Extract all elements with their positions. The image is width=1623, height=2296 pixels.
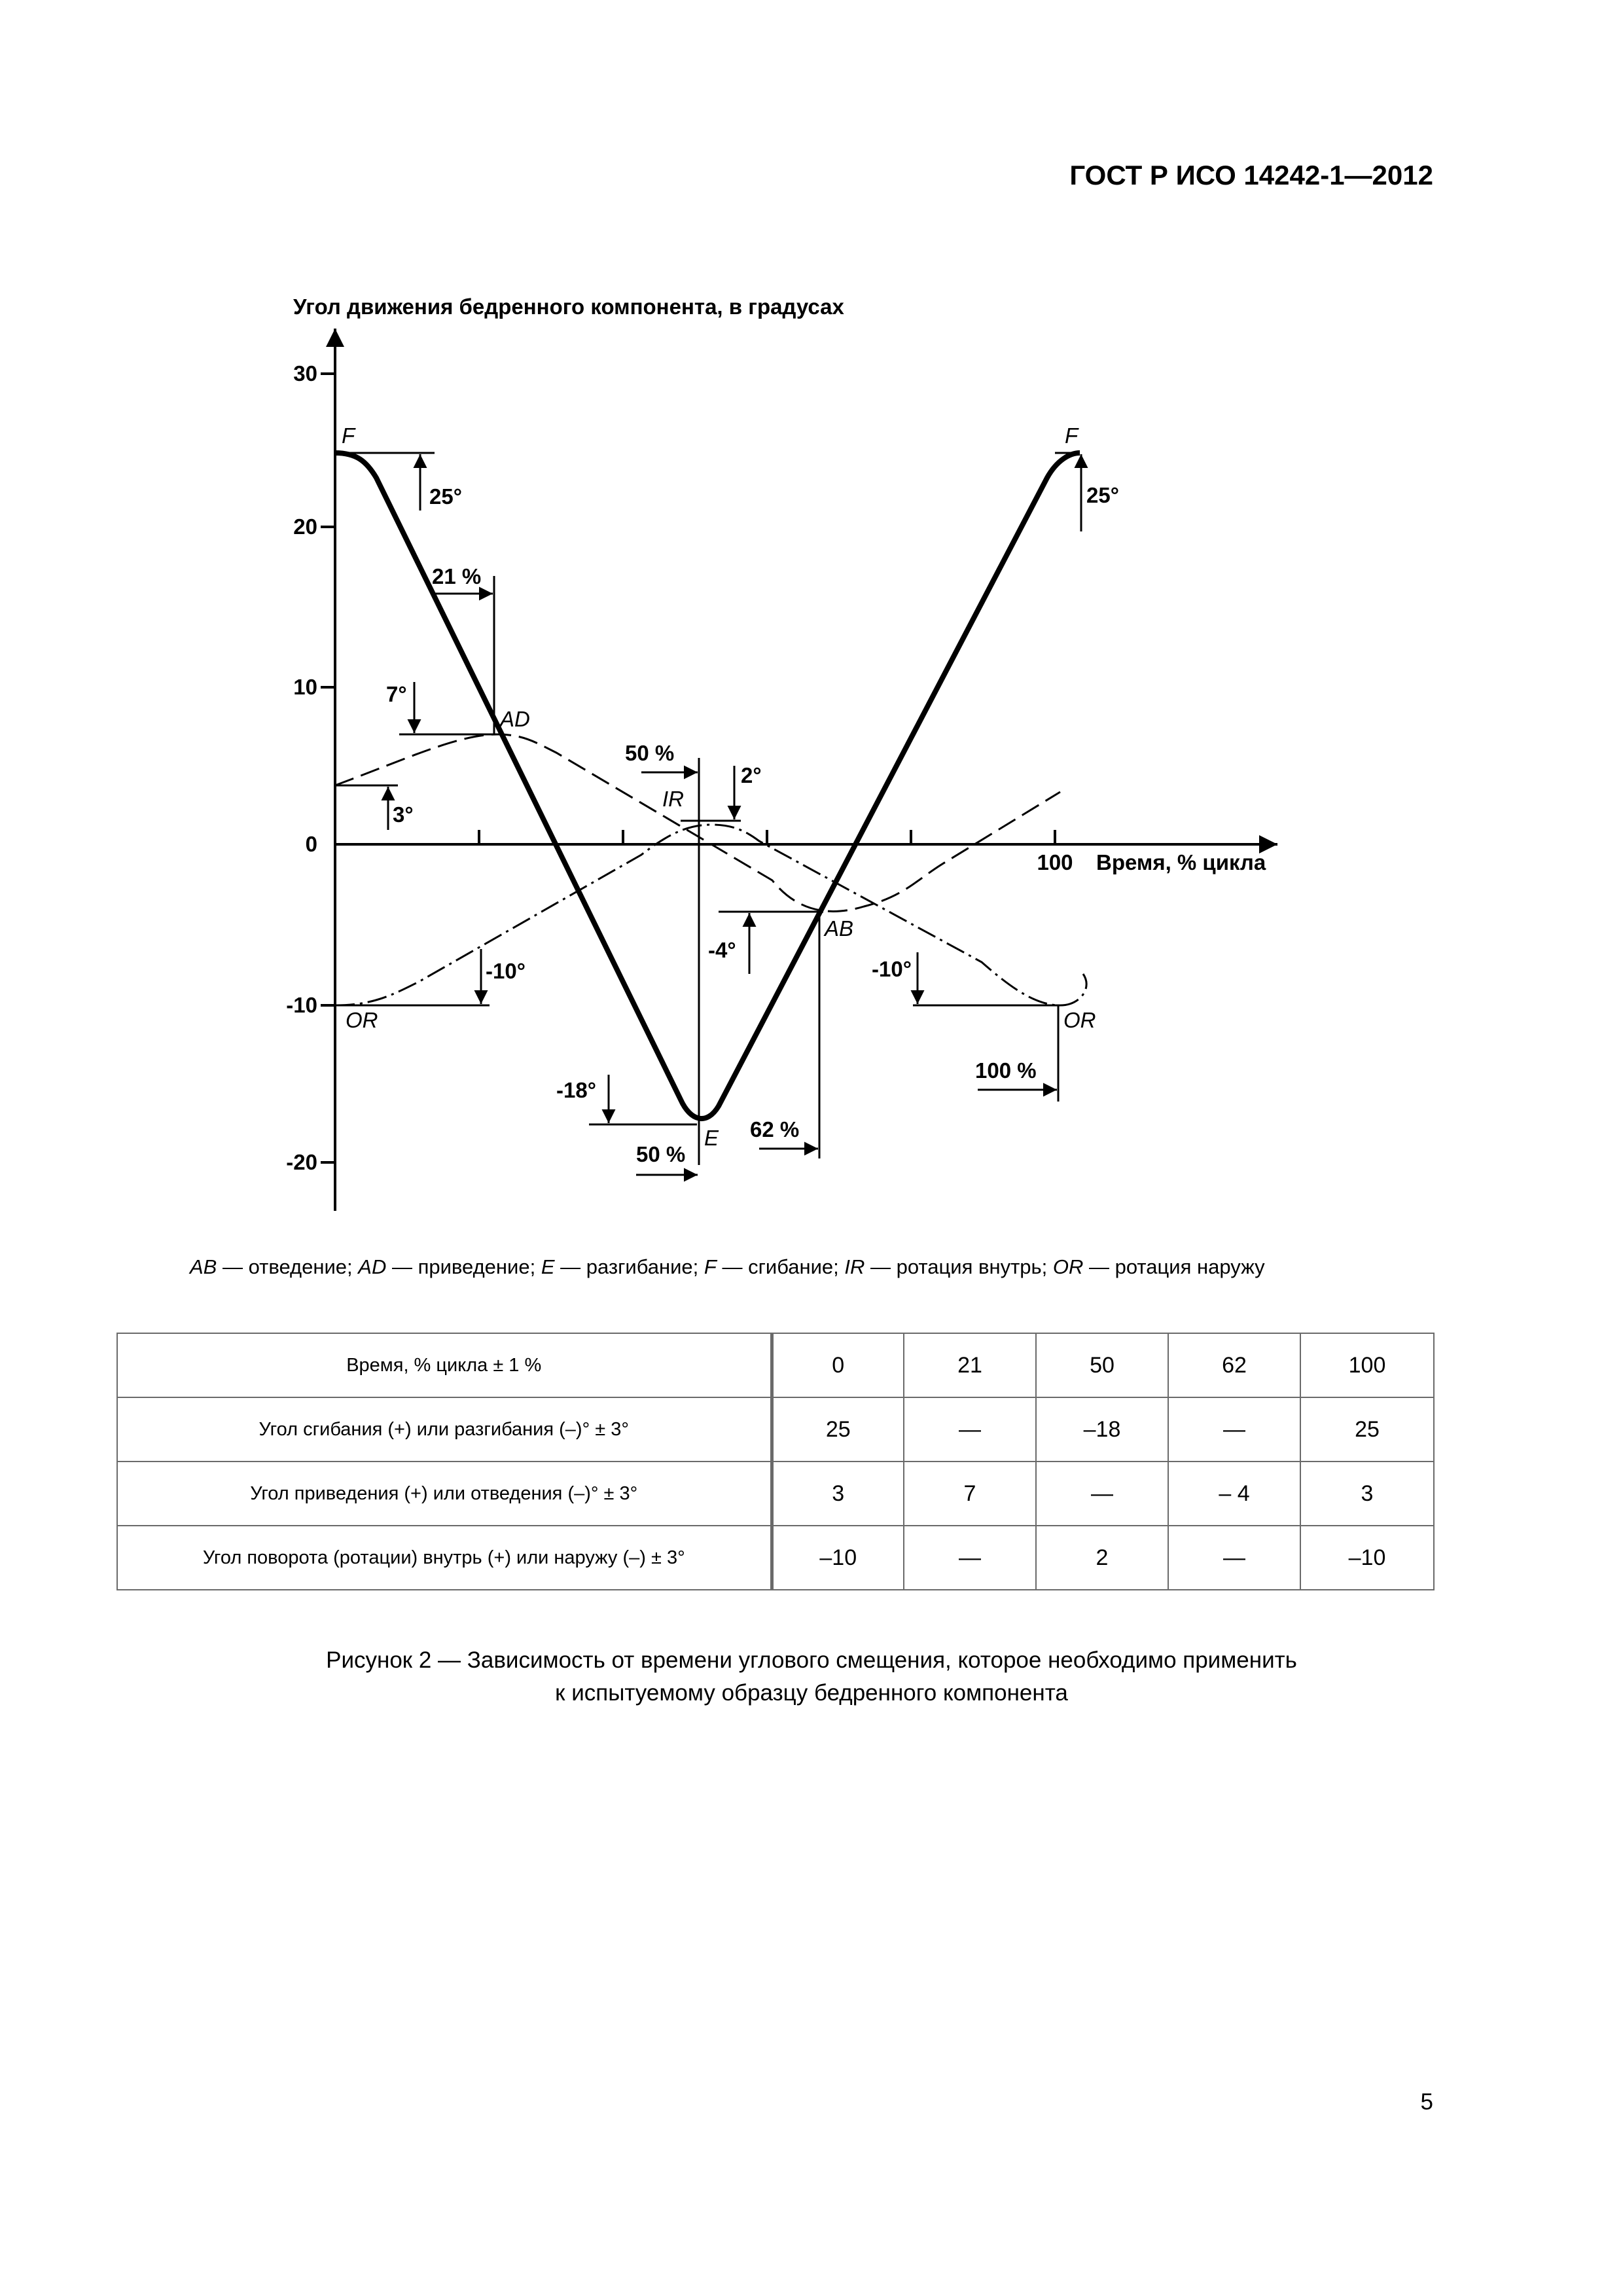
point-label: E	[704, 1126, 719, 1150]
point-label: AB	[825, 916, 854, 941]
table-cell: —	[1168, 1526, 1300, 1590]
annotation-label: 50 %	[625, 741, 675, 765]
table-row	[117, 1462, 1434, 1526]
table-row-header: Время, % цикла ± 1 %	[117, 1333, 772, 1397]
table-cell: —	[904, 1397, 1036, 1462]
point-label: OR	[346, 1008, 378, 1032]
legend-abbr: IR	[844, 1255, 865, 1278]
point-label: F	[1065, 423, 1079, 448]
point-label: IR	[662, 787, 684, 811]
annotation-label: 7°	[386, 682, 407, 706]
y-axis-ticks	[321, 374, 335, 1162]
x-axis-ticks	[479, 830, 1055, 844]
table-cell: – 4	[1168, 1462, 1300, 1526]
table-cell: 25	[1300, 1397, 1434, 1462]
annotation-label: 25°	[429, 484, 462, 509]
table-cell: –10	[772, 1526, 904, 1590]
document-header: ГОСТ Р ИСО 14242-1—2012	[1069, 160, 1433, 190]
table-cell: 21	[904, 1333, 1036, 1397]
legend-abbr: AD	[358, 1255, 387, 1278]
table-cell: 62	[1168, 1333, 1300, 1397]
legend-abbr: AB	[190, 1255, 217, 1278]
legend-text: — ротация наружу	[1083, 1255, 1265, 1278]
table-cell: —	[1168, 1397, 1300, 1462]
legend-text: — приведение;	[386, 1255, 541, 1278]
rotation-curve	[335, 825, 1086, 1005]
table-cell: –10	[1300, 1526, 1434, 1590]
y-tick-label: 0	[305, 832, 317, 856]
x-axis-title: Время, % цикла	[1096, 850, 1266, 874]
figure-caption	[0, 1644, 1623, 1710]
table-cell: 3	[1300, 1462, 1434, 1526]
y-tick-label: -20	[286, 1150, 317, 1174]
table-row	[117, 1526, 1434, 1590]
annotation-lines	[335, 453, 1081, 1175]
point-label: F	[342, 423, 355, 448]
table-cell: 0	[772, 1333, 904, 1397]
table-cell: 2	[1036, 1526, 1168, 1590]
caption-line: к испытуемому образцу бедренного компонента	[555, 1680, 1068, 1706]
table-cell: 100	[1300, 1333, 1434, 1397]
y-axis-title: Угол движения бедренного компонента, в градусах	[293, 295, 844, 319]
table-row	[117, 1397, 1434, 1462]
legend-text: — разгибание;	[554, 1255, 704, 1278]
annotation-label: -18°	[556, 1078, 596, 1102]
y-tick-label: 20	[293, 514, 317, 539]
annotation-label: 50 %	[636, 1142, 686, 1166]
legend-text: — ротация внутрь;	[865, 1255, 1053, 1278]
annotation-label: 100 %	[975, 1058, 1037, 1083]
table-cell: 50	[1036, 1333, 1168, 1397]
table-cell: 3	[772, 1462, 904, 1526]
adduction-abduction-curve	[335, 734, 1060, 911]
annotation-label: 25°	[1086, 483, 1119, 507]
figure-legend	[190, 1255, 1265, 1279]
table-row-header: Угол сгибания (+) или разгибания (–)° ± 3°	[117, 1397, 772, 1462]
table-cell: –18	[1036, 1397, 1168, 1462]
data-table	[116, 1333, 1435, 1590]
table-cell: 25	[772, 1397, 904, 1462]
legend-abbr: E	[541, 1255, 555, 1278]
y-tick-label: 30	[293, 361, 317, 386]
annotation-label: -10°	[486, 959, 526, 983]
page-number: 5	[1420, 2089, 1433, 2115]
table-row-header: Угол поворота (ротации) внутрь (+) или наружу (–) ± 3°	[117, 1526, 772, 1590]
flexion-extension-curve	[335, 453, 1080, 1119]
annotation-label: 2°	[741, 763, 762, 787]
table-cell: —	[904, 1526, 1036, 1590]
legend-text: — отведение;	[217, 1255, 359, 1278]
table-cell: —	[1036, 1462, 1168, 1526]
x-tick-label: 100	[1037, 850, 1073, 874]
legend-abbr: OR	[1052, 1255, 1084, 1278]
caption-line: Рисунок 2 — Зависимость от времени углового смещения, которое необходимо применить	[326, 1647, 1297, 1673]
table-cell: 7	[904, 1462, 1036, 1526]
legend-text: — сгибание;	[716, 1255, 845, 1278]
legend-abbr: F	[704, 1255, 717, 1278]
table-row-header: Угол приведения (+) или отведения (–)° ± 3°	[117, 1462, 772, 1526]
table-row	[117, 1333, 1434, 1397]
y-tick-label: -10	[286, 993, 317, 1017]
annotation-label: 21 %	[432, 564, 482, 588]
annotation-label: 3°	[393, 802, 414, 827]
y-tick-label: 10	[293, 675, 317, 699]
annotation-label: -4°	[708, 938, 736, 962]
annotation-label: -10°	[872, 957, 912, 981]
annotation-label: 62 %	[750, 1117, 800, 1141]
point-label: AD	[500, 707, 530, 731]
point-label: OR	[1063, 1008, 1096, 1032]
